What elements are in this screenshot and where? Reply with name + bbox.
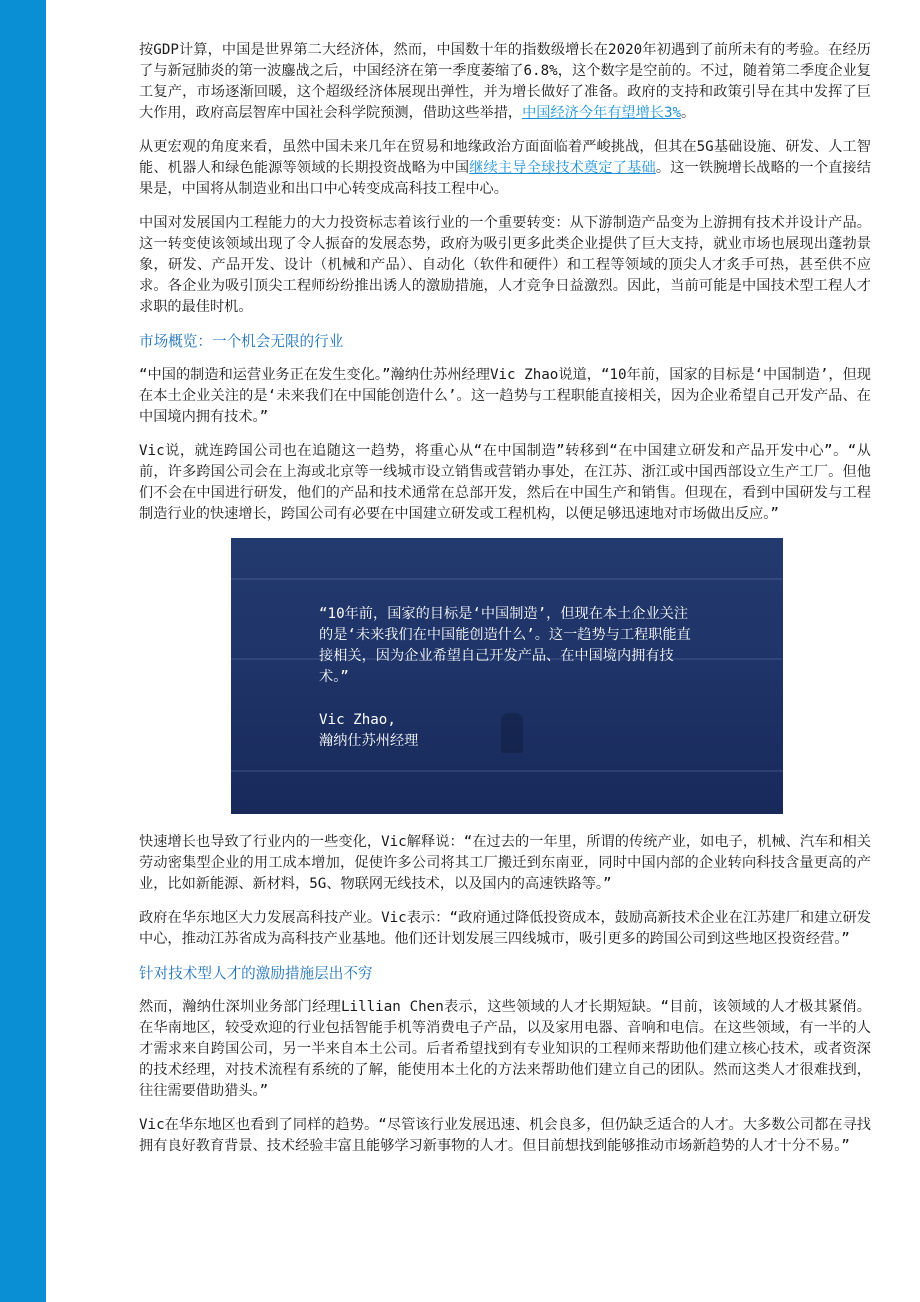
paragraph-macro: [139, 137, 871, 200]
quote-author-name: Vic Zhao,: [319, 712, 396, 728]
paragraph-vic-quote: “中国的制造和运营业务正在发生变化。”瀚纳仕苏州经理Vic Zhao说道，“10年前，国家的目标是‘中国制造’，但现在本土企业关注的是‘未来我们在中国能创造什么’。这一趋势与工程职能直接相关，因为企业希望自己开发产品、在中国境内拥有技术。”: [139, 367, 871, 425]
paragraph-engineering-shift: 中国对发展国内工程能力的大力投资标志着该行业的一个重要转变：从下游制造产品变为上游拥有技术并设计产品。这一转变使该领域出现了令人振奋的发展态势，政府为吸引更多此类企业提供了巨大支持，就业市场也展现出蓬勃景象，研发、产品开发、设计（机械和产品）、自动化（软件和硬件）和工程等领域的顶尖人才炙手可热，甚至供不应求。各企业为吸引顶尖工程师纷纷推出诱人的激励措施，人才竞争日益激烈。因此，当前可能是中国技术型工程人才求职的最佳时机。: [139, 215, 871, 315]
pull-quote-text: “10年前，国家的目标是‘中国制造’，但现在本土企业关注的是‘未来我们在中国能创造什么’。这一趋势与工程职能直接相关，因为企业希望自己开发产品、在中国境内拥有技术。”: [319, 606, 691, 685]
left-accent-bar: [0, 0, 46, 1302]
paragraph-text: 从更宏观的角度来看，虽然中国未来几年在贸易和地缘政治方面面临着严峻挑战，但其在5G基础设施、研发、人工智能、机器人和绿色能源等领域的长期投资战略为中国: [139, 139, 871, 176]
photo-stripe: [231, 578, 783, 580]
pull-quote-attribution: [319, 710, 418, 752]
paragraph-east-china: 政府在华东地区大力发展高科技产业。Vic表示：“政府通过降低投资成本，鼓励高新技术企业在江苏建厂和建立研发中心，推动江苏省成为高科技产业基地。他们还计划发展三四线城市，吸引更多的跨国公司到这些地区投资经营。”: [139, 910, 871, 947]
quote-author-title: 瀚纳仕苏州经理: [319, 733, 419, 749]
paragraph-east-trend: Vic在华东地区也看到了同样的趋势。“尽管该行业发展迅速、机会良多，但仍缺乏适合的人才。大多数公司都在寻找拥有良好教育背景、技术经验丰富且能够学习新事物的人才。但目前想找到能够推动市场新趋势的人才十分不易。”: [139, 1117, 871, 1154]
photo-stripe: [231, 770, 783, 772]
growth-forecast-link[interactable]: 中国经济今年有望增长3%: [522, 105, 682, 121]
article-body: [139, 40, 871, 1170]
paragraph-talent-shortage: 然而，瀚纳仕深圳业务部门经理Lillian Chen表示，这些领域的人才长期短缺。“目前，该领域的人才极其紧俏。在华南地区，较受欢迎的行业包括智能手机等消费电子产品，以及家用电器、音响和电信。在这些领域，有一半的人才需求来自跨国公司，另一半来自本土公司。后者希望找到有专业知识的工程师来帮助他们建立核心技术，或者资深的技术经理，对技术流程有系统的了解，能使用本土化的方法来帮助他们建立自己的团队。然而这类人才很难找到，往往需要借助猎头。”: [139, 999, 871, 1099]
paragraph-text: 。: [681, 105, 696, 121]
walking-person-silhouette: [501, 713, 523, 753]
paragraph-text: 。这一铁腕增长战略的一个直接结果是，中国将从制造业和出口中心转变成高科技工程中心。: [139, 160, 871, 197]
section-heading-market-overview: 市场概览：一个机会无限的行业: [139, 333, 344, 350]
tech-leadership-link[interactable]: 继续主导全球技术奠定了基础: [469, 160, 656, 176]
section-heading-incentives: 针对技术型人才的激励措施层出不穷: [139, 965, 373, 982]
paragraph-gdp: [139, 40, 871, 124]
paragraph-industry-changes: 快速增长也导致了行业内的一些变化，Vic解释说：“在过去的一年里，所谓的传统产业，如电子，机械、汽车和相关劳动密集型企业的用工成本增加，促使许多公司将其工厂搬迁到东南亚，同时中国内部的企业转向科技含量更高的产业，比如新能源、新材料，5G、物联网无线技术，以及国内的高速铁路等。”: [139, 834, 871, 892]
paragraph-text: 按GDP计算，中国是世界第二大经济体，然而，中国数十年的指数级增长在2020年初遇到了前所未有的考验。在经历了与新冠肺炎的第一波鏖战之后，中国经济在第一季度萎缩了6.8%，这个数字是空前的。不过，随着第二季度企业复工复产，市场逐渐回暖，这个超级经济体展现出弹性，并为增长做好了准备。政府的支持和政策引导在其中发挥了巨大作用，政府高层智库中国社会科学院预测，借助这些举措，: [139, 42, 871, 121]
pull-quote-box: [231, 538, 783, 814]
paragraph-multinationals: Vic说，就连跨国公司也在追随这一趋势，将重心从“在中国制造”转移到“在中国建立研发和产品开发中心”。“从前，许多跨国公司会在上海或北京等一线城市设立销售或营销办事处，在江苏、浙江或中国西部设立生产工厂。但他们不会在中国进行研发，他们的产品和技术通常在总部开发，然后在中国生产和销售。但现在，看到中国研发与工程制造行业的快速增长，跨国公司有必要在中国建立研发或工程机构，以便足够迅速地对市场做出反应。”: [139, 443, 871, 522]
